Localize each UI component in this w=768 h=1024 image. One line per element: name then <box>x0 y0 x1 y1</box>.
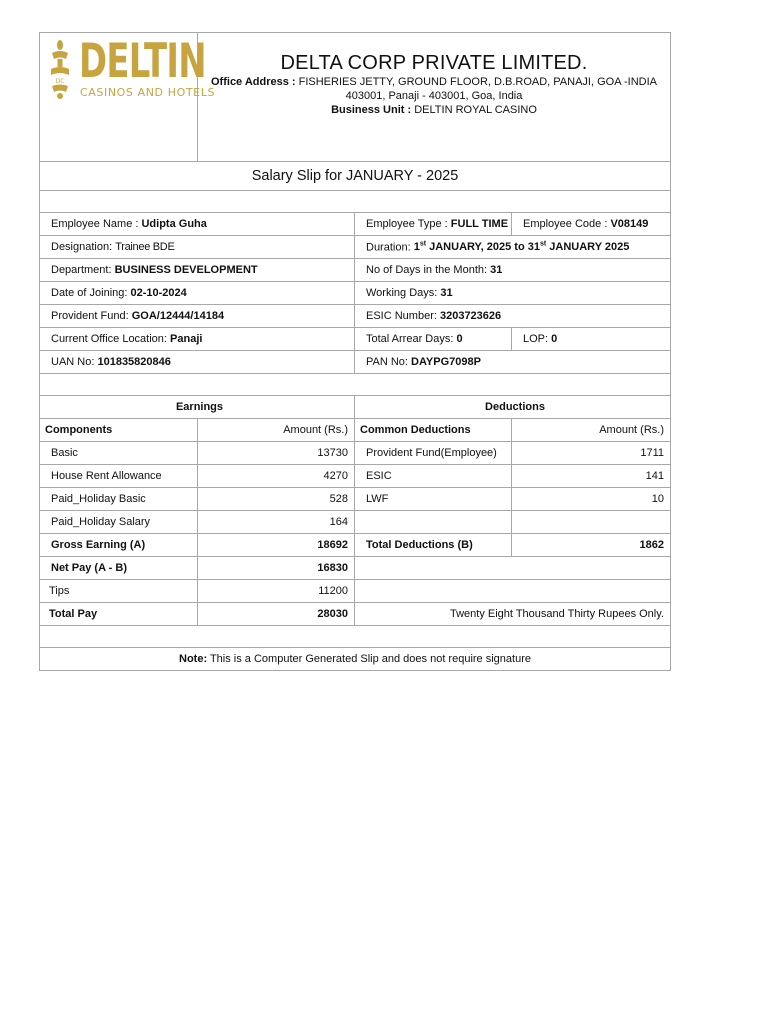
column-header-row <box>40 419 671 442</box>
empty-cell <box>355 557 671 580</box>
deduction-label: ESIC <box>355 465 512 488</box>
employee-row-pf <box>40 305 671 328</box>
table-row <box>40 442 671 465</box>
business-unit-value: DELTIN ROYAL CASINO <box>411 104 537 116</box>
duration-end-rest: JANUARY 2025 <box>546 241 630 254</box>
svg-text:DC: DC <box>55 78 65 85</box>
duration-label: Duration: <box>366 241 414 254</box>
office-address-line1: FISHERIES JETTY, GROUND FLOOR, D.B.ROAD, PANAJI, GOA -INDIA <box>295 76 657 88</box>
tips-row <box>40 580 671 603</box>
deductions-amount-header: Amount (Rs.) <box>512 419 671 442</box>
earning-amount: 164 <box>198 511 355 534</box>
gross-row <box>40 534 671 557</box>
employee-name-cell <box>40 213 355 236</box>
total-deductions-label: Total Deductions (B) <box>355 534 512 557</box>
table-row <box>40 488 671 511</box>
office-address-line2: 403001, Panaji - 403001, Goa, India <box>345 90 523 102</box>
common-deductions-header: Common Deductions <box>355 419 512 442</box>
employee-name-label: Employee Name : <box>51 218 142 230</box>
gross-earning-amount: 18692 <box>198 534 355 557</box>
lop: 0 <box>551 333 558 345</box>
logo-cell <box>40 33 216 162</box>
earning-label: Basic <box>40 442 198 465</box>
designation-label: Designation: <box>51 241 116 253</box>
days-in-month: 31 <box>490 264 503 276</box>
total-deductions-amount: 1862 <box>512 534 671 557</box>
spacer-cell <box>40 626 671 648</box>
pan-cell <box>355 351 671 374</box>
esic-number: 3203723626 <box>439 310 502 322</box>
working-days: 31 <box>440 287 453 299</box>
duration-value <box>414 241 630 253</box>
pf-number: GOA/12444/14184 <box>131 310 225 322</box>
designation: Trainee BDE <box>115 241 175 253</box>
location: Panaji <box>170 333 203 345</box>
employee-code: V08149 <box>610 218 649 230</box>
working-days-cell <box>355 282 671 305</box>
net-pay-label: Net Pay (A - B) <box>40 557 198 580</box>
days-in-month-label: No of Days in the Month: <box>366 264 491 276</box>
employee-name: Udipta Guha <box>141 218 207 230</box>
spacer-cell <box>40 191 671 213</box>
employee-row-doj <box>40 282 671 305</box>
employee-code-label: Employee Code : <box>523 218 611 230</box>
spacer-row <box>40 191 671 213</box>
company-logo <box>46 33 216 103</box>
empty-cell <box>512 511 671 534</box>
designation-cell <box>40 236 355 259</box>
business-unit-label: Business Unit : <box>331 104 412 116</box>
spacer-row <box>40 626 671 648</box>
department-cell <box>40 259 355 282</box>
note <box>40 648 671 671</box>
duration-start-day: 1 <box>413 241 420 254</box>
net-pay-row <box>40 557 671 580</box>
business-unit <box>198 103 670 117</box>
employee-type-label: Employee Type : <box>366 218 451 230</box>
logo-subtitle: CASINOS AND HOTELS <box>80 86 216 99</box>
deduction-label: LWF <box>355 488 512 511</box>
deduction-label: Provident Fund(Employee) <box>355 442 512 465</box>
duration-end-sup: st <box>539 240 547 248</box>
spacer-cell <box>40 374 671 396</box>
title-row <box>40 162 671 191</box>
employee-row-designation <box>40 236 671 259</box>
company-info-cell <box>198 33 671 162</box>
office-address-label: Office Address : <box>211 76 296 88</box>
employee-row-department <box>40 259 671 282</box>
note-text: This is a Computer Generated Slip and does not require signature <box>207 653 531 665</box>
uan-label: UAN No: <box>51 356 98 368</box>
salary-slip <box>39 32 670 671</box>
earning-label: Paid_Holiday Salary <box>40 511 198 534</box>
employee-row-uan <box>40 351 671 374</box>
earning-amount: 13730 <box>198 442 355 465</box>
deltin-emblem-icon <box>49 39 71 99</box>
gross-earning-label: Gross Earning (A) <box>40 534 198 557</box>
working-days-label: Working Days: <box>366 287 441 299</box>
tips-label: Tips <box>40 580 198 603</box>
esic-cell <box>355 305 671 328</box>
earning-label: Paid_Holiday Basic <box>40 488 198 511</box>
employee-type: FULL TIME <box>450 218 509 230</box>
salary-slip-table <box>39 32 671 671</box>
spacer-row <box>40 374 671 396</box>
location-cell <box>40 328 355 351</box>
duration-cell <box>355 236 671 259</box>
tips-amount: 11200 <box>198 580 355 603</box>
employee-row-name <box>40 213 671 236</box>
earnings-amount-header: Amount (Rs.) <box>198 419 355 442</box>
days-in-month-cell <box>355 259 671 282</box>
uan-cell <box>40 351 355 374</box>
department: BUSINESS DEVELOPMENT <box>114 264 258 276</box>
uan-number: 101835820846 <box>97 356 171 368</box>
duration-start-sup: st <box>419 240 427 248</box>
doj-cell <box>40 282 355 305</box>
total-pay-label: Total Pay <box>40 603 198 626</box>
earning-amount: 528 <box>198 488 355 511</box>
note-row <box>40 648 671 671</box>
doj-label: Date of Joining: <box>51 287 131 299</box>
header-row <box>40 33 671 162</box>
deduction-amount: 1711 <box>512 442 671 465</box>
employee-type-cell <box>355 213 512 236</box>
deductions-heading: Deductions <box>355 396 671 419</box>
arrear-label: Total Arrear Days: <box>366 333 457 345</box>
lop-label: LOP: <box>523 333 552 345</box>
table-row <box>40 465 671 488</box>
earning-label: House Rent Allowance <box>40 465 198 488</box>
empty-cell <box>355 511 512 534</box>
duration-start-rest: JANUARY, 2025 to 31 <box>426 241 540 254</box>
earnings-heading: Earnings <box>40 396 355 419</box>
lop-cell <box>512 328 671 351</box>
deduction-amount: 141 <box>512 465 671 488</box>
earning-amount: 4270 <box>198 465 355 488</box>
location-label: Current Office Location: <box>51 333 171 345</box>
department-label: Department: <box>51 264 115 276</box>
net-pay-amount: 16830 <box>198 557 355 580</box>
note-label: Note: <box>179 653 208 665</box>
total-pay-row <box>40 603 671 626</box>
pf-label: Provident Fund: <box>51 310 132 322</box>
employee-row-location <box>40 328 671 351</box>
total-in-words: Twenty Eight Thousand Thirty Rupees Only. <box>355 603 671 626</box>
pan-label: PAN No: <box>366 356 412 368</box>
company-name: DELTA CORP PRIVATE LIMITED. <box>280 52 588 74</box>
components-header: Components <box>40 419 198 442</box>
arrear-days: 0 <box>456 333 463 345</box>
logo-wordmark: DELTIN <box>79 34 206 89</box>
total-pay-amount: 28030 <box>198 603 355 626</box>
office-address <box>198 75 670 89</box>
deduction-amount: 10 <box>512 488 671 511</box>
pan-number: DAYPG7098P <box>411 356 481 368</box>
section-heading-row <box>40 396 671 419</box>
table-row <box>40 511 671 534</box>
doj: 02-10-2024 <box>130 287 187 299</box>
arrear-cell <box>355 328 512 351</box>
empty-cell <box>355 580 671 603</box>
esic-label: ESIC Number: <box>366 310 440 322</box>
pf-cell <box>40 305 355 328</box>
employee-code-cell <box>512 213 671 236</box>
slip-title: Salary Slip for JANUARY - 2025 <box>40 162 671 191</box>
